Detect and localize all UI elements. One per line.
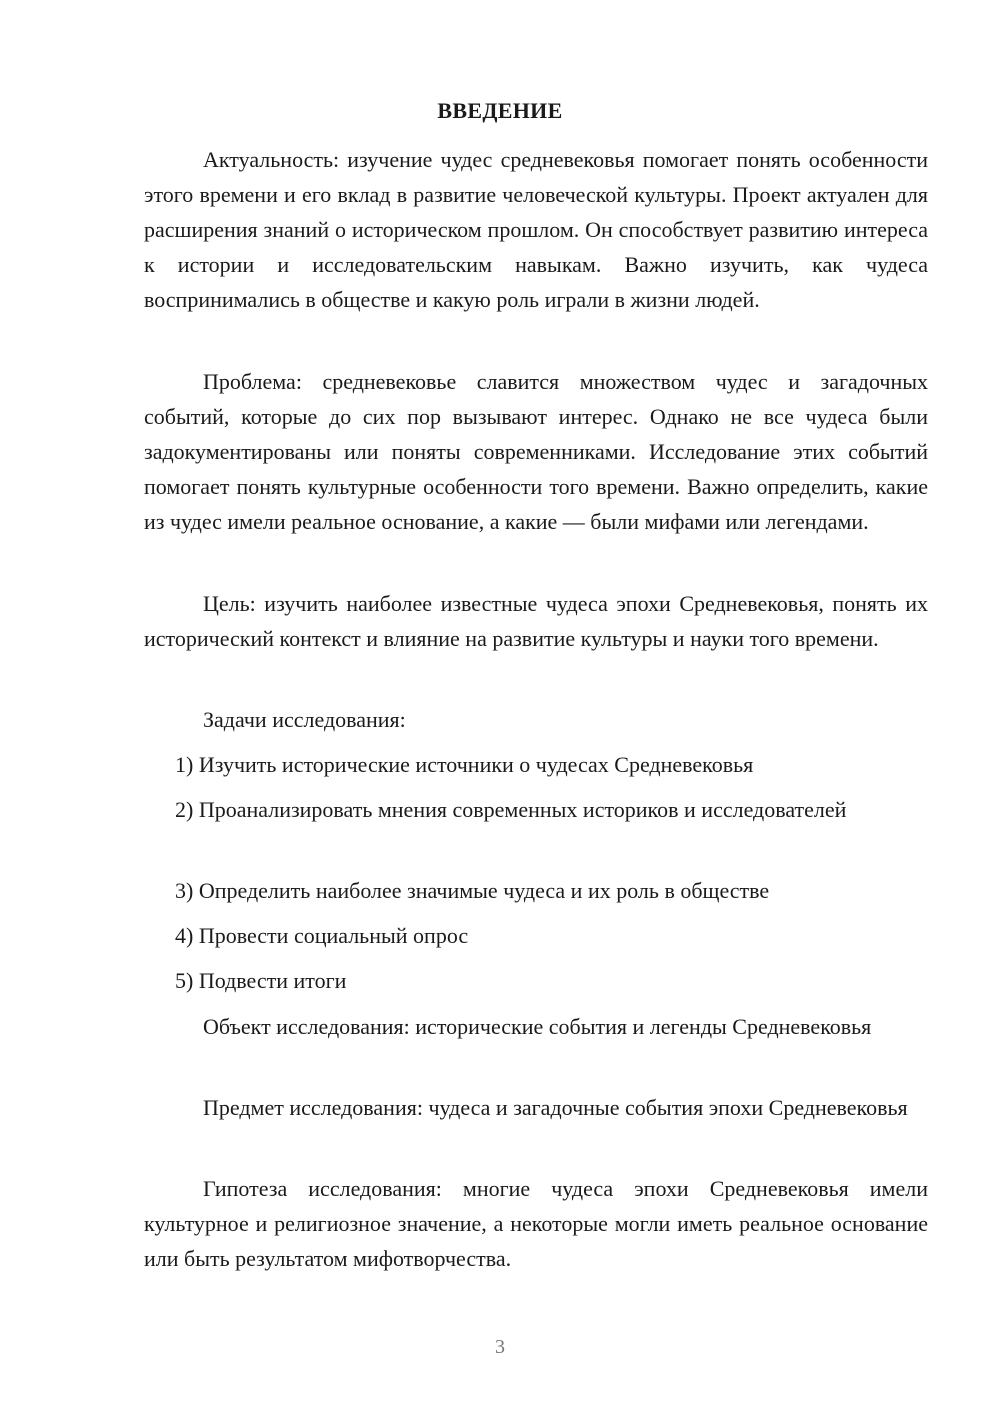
relevance-paragraph: Актуальность: изучение чудес средневековья помогает понять особенности этого времени и его вклад в развитие человеческой культуры. Проект актуален для расширения знаний о историческом прошлом. Он способствует развитию интереса к истории и исследовательским навыкам. Важно изучить, как чудеса воспринимались в обществе и какую роль играли в жизни людей. xyxy=(144,147,928,312)
goal-paragraph: Цель: изучить наиболее известные чудеса эпохи Средневековья, понять их исторический контекст и влияние на развитие культуры и науки того времени. xyxy=(144,591,928,651)
task-item: 3) Определить наиболее значимые чудеса и их роль в обществе xyxy=(175,878,770,903)
hypothesis-paragraph: Гипотеза исследования: многие чудеса эпохи Средневековья имели культурное и религиозное значение, а некоторые могли иметь реальное основание или быть результатом мифотворчества. xyxy=(144,1176,928,1271)
task-item: 1) Изучить исторические источники о чудесах Средневековья xyxy=(175,752,754,777)
page-number: 3 xyxy=(495,1336,505,1358)
tasks-heading: Задачи исследования: xyxy=(203,707,406,732)
task-item: 4) Провести социальный опрос xyxy=(175,923,469,948)
task-item: 2) Проанализировать мнения современных историков и исследователей xyxy=(175,797,847,822)
subject-paragraph: Предмет исследования: чудеса и загадочные события эпохи Средневековья xyxy=(203,1095,908,1120)
page-title: ВВЕДЕНИЕ xyxy=(437,98,563,123)
task-item: 5) Подвести итоги xyxy=(175,968,347,993)
object-paragraph: Объект исследования: исторические события и легенды Средневековья xyxy=(203,1014,872,1039)
problem-paragraph: Проблема: средневековье славится множеством чудес и загадочных событий, которые до сих пор вызывают интерес. Однако не все чудеса были задокументированы или поняты современниками. Исследование этих событий помогает понять культурные особенности того времени. Важно определить, какие из чудес имели реальное основание, а какие — были мифами или легендами. xyxy=(144,369,928,534)
